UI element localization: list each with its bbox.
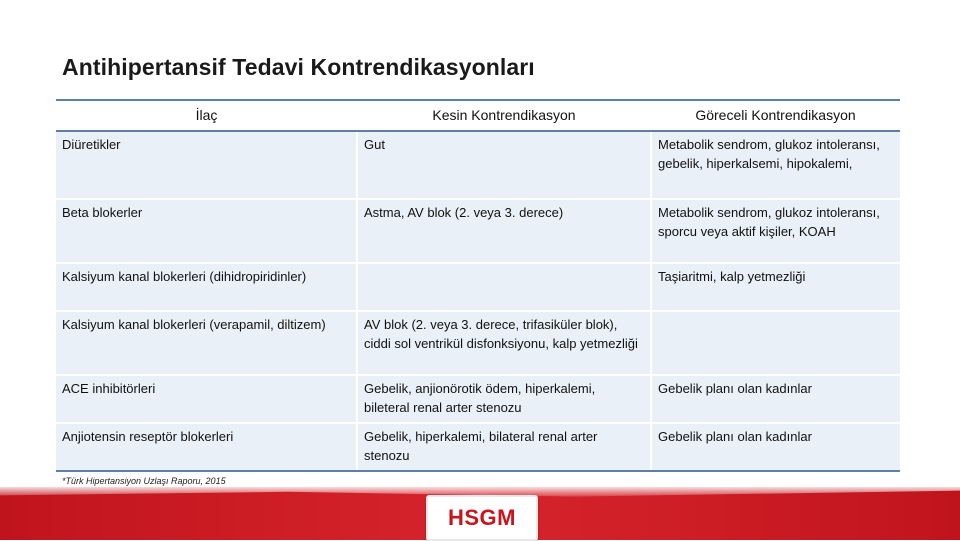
table-row bbox=[56, 311, 900, 375]
cell-drug: Kalsiyum kanal blokerleri (verapamil, diltizem) bbox=[56, 311, 357, 375]
cell-absolute: Gebelik, anjionörotik ödem, hiperkalemi, bileteral renal arter stenozu bbox=[357, 375, 651, 423]
cell-absolute: Gebelik, hiperkalemi, bilateral renal arter stenozu bbox=[357, 423, 651, 471]
page-title: Antihipertansif Tedavi Kontrendikasyonları bbox=[62, 54, 535, 80]
cell-drug: Diüretikler bbox=[56, 131, 357, 199]
footnote: *Türk Hipertansiyon Uzlaşı Raporu, 2015 bbox=[62, 476, 226, 486]
table-header-row bbox=[56, 100, 900, 131]
cell-drug: Beta blokerler bbox=[56, 199, 357, 263]
cell-relative bbox=[651, 311, 900, 375]
cell-absolute: Gut bbox=[357, 131, 651, 199]
logo-text: HSGM bbox=[448, 505, 516, 530]
cell-relative: Metabolik sendrom, glukoz intoleransı, gebelik, hiperkalsemi, hipokalemi, bbox=[651, 131, 900, 199]
cell-absolute: Astma, AV blok (2. veya 3. derece) bbox=[357, 199, 651, 263]
cell-absolute bbox=[357, 263, 651, 311]
table-row bbox=[56, 375, 900, 423]
cell-relative: Gebelik planı olan kadınlar bbox=[651, 423, 900, 471]
cell-relative: Taşiaritmi, kalp yetmezliği bbox=[651, 263, 900, 311]
header-absolute: Kesin Kontrendikasyon bbox=[357, 100, 651, 131]
header-relative: Göreceli Kontrendikasyon bbox=[651, 100, 900, 131]
cell-drug: Kalsiyum kanal blokerleri (dihidropiridinler) bbox=[56, 263, 357, 311]
table-row bbox=[56, 263, 900, 311]
cell-drug: Anjiotensin reseptör blokerleri bbox=[56, 423, 357, 471]
header-drug: İlaç bbox=[56, 100, 357, 131]
cell-relative: Metabolik sendrom, glukoz intoleransı, sporcu veya aktif kişiler, KOAH bbox=[651, 199, 900, 263]
hsgm-logo bbox=[426, 495, 538, 541]
table-row bbox=[56, 199, 900, 263]
contraindication-table bbox=[56, 99, 900, 472]
table-row bbox=[56, 131, 900, 199]
cell-relative: Gebelik planı olan kadınlar bbox=[651, 375, 900, 423]
table-row bbox=[56, 423, 900, 471]
cell-absolute: AV blok (2. veya 3. derece, trifasiküler blok), ciddi sol ventrikül disfonksiyonu, kalp yetmezliği bbox=[357, 311, 651, 375]
cell-drug: ACE inhibitörleri bbox=[56, 375, 357, 423]
